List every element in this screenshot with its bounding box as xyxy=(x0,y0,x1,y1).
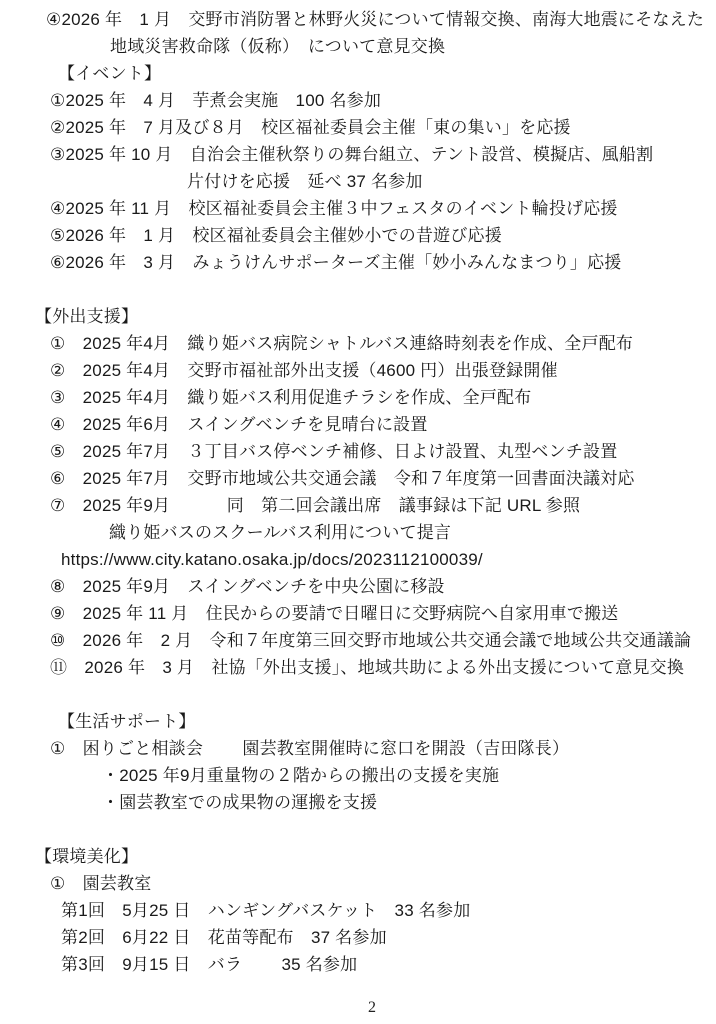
doc-line: ⑦ 2025 年9月 同 第二回会議出席 議事録は下記 URL 参照 xyxy=(50,496,581,515)
doc-line: ②2025 年 7 月及び８月 校区福祉委員会主催「東の集い」を応援 xyxy=(50,118,571,137)
doc-line: ・園芸教室での成果物の運搬を支援 xyxy=(102,793,378,812)
page-number: 2 xyxy=(368,999,376,1016)
doc-line: ④2026 年 1 月 交野市消防署と林野火災について情報交換、南海大地震にそなえた xyxy=(46,10,705,29)
blank-line xyxy=(0,816,716,843)
doc-line: ① 2025 年4月 織り姫バス病院シャトルバス連絡時刻表を作成、全戸配布 xyxy=(50,334,634,353)
doc-line: 第3回 9月15 日 バラ 35 名参加 xyxy=(61,955,358,974)
doc-line: ⑨ 2025 年 11 月 住民からの要請で日曜日に交野病院へ自家用車で搬送 xyxy=(50,604,619,623)
doc-line: ⑪ 2026 年 3 月 社協「外出支援」、地域共助による外出支援について意見交換 xyxy=(50,658,685,677)
url-text: https://www.city.katano.osaka.jp/docs/2023112100039/ xyxy=(61,550,483,569)
doc-line: ③ 2025 年4月 織り姫バス利用促進チラシを作成、全戸配布 xyxy=(50,388,532,407)
heading-event: 【イベント】 xyxy=(58,64,162,83)
doc-line: ⑧ 2025 年9月 スイングベンチを中央公園に移設 xyxy=(50,577,445,596)
doc-line: ①2025 年 4 月 芋煮会実施 100 名参加 xyxy=(50,91,382,110)
doc-line: ② 2025 年4月 交野市福祉部外出支援（4600 円）出張登録開催 xyxy=(50,361,558,380)
doc-line: 地域災害救命隊（仮称） について意見交換 xyxy=(110,37,446,56)
doc-line: 片付けを応援 延べ 37 名参加 xyxy=(187,172,423,191)
doc-line: ① 困りごと相談会 園芸教室開催時に窓口を開設（吉田隊長） xyxy=(50,739,570,758)
doc-line: ⑥ 2025 年7月 交野市地域公共交通会議 令和７年度第一回書面決議対応 xyxy=(50,469,635,488)
heading-life-support: 【生活サポート】 xyxy=(58,712,196,731)
heading-outing-support: 【外出支援】 xyxy=(35,307,139,326)
blank-line xyxy=(0,681,716,708)
doc-line: ・2025 年9月重量物の２階からの搬出の支援を実施 xyxy=(102,766,500,785)
doc-line: 第1回 5月25 日 ハンギングバスケット 33 名参加 xyxy=(61,901,471,920)
doc-line: ③2025 年 10 月 自治会主催秋祭りの舞台組立、テント設営、模擬店、風船割 xyxy=(50,145,654,164)
doc-line: ⑥2026 年 3 月 みょうけんサポーターズ主催「妙小みんなまつり」応援 xyxy=(50,253,622,272)
doc-line: ④ 2025 年6月 スイングベンチを見晴台に設置 xyxy=(50,415,428,434)
heading-environment: 【環境美化】 xyxy=(35,847,139,866)
doc-line: ⑩ 2026 年 2 月 令和７年度第三回交野市地域公共交通会議で地域公共交通議論 xyxy=(50,631,692,650)
doc-line: ⑤2026 年 1 月 校区福祉委員会主催妙小での昔遊び応援 xyxy=(50,226,502,245)
doc-line: ① 園芸教室 xyxy=(50,874,152,893)
blank-line xyxy=(0,276,716,303)
doc-line: ⑤ 2025 年7月 ３丁目バス停ベンチ補修、日よけ設置、丸型ベンチ設置 xyxy=(50,442,618,461)
doc-line: 織り姫バスのスクールバス利用について提言 xyxy=(109,523,452,542)
doc-line: ④2025 年 11 月 校区福祉委員会主催３中フェスタのイベント輪投げ応援 xyxy=(50,199,618,218)
doc-line: 第2回 6月22 日 花苗等配布 37 名参加 xyxy=(61,928,387,947)
